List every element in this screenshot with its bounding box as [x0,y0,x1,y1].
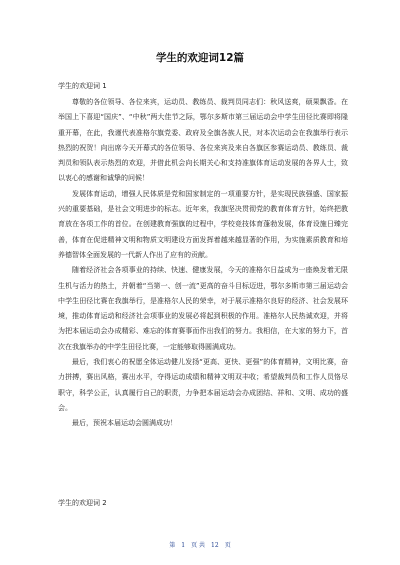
footer-prefix: 第 [169,542,176,549]
paragraph: 发展体育运动，增强人民体质是党和国家制定的一项重要方针，是实现民族强盛、国家振兴的重要基础，是社会文明进步的标志。近年来，我旗坚决贯彻党的教育体育方针，始终把教育放在各项工作的首位。在创建教育强旗的过程中，学校竞技体育蓬勃发展，体育设施日臻完善，体育在促进精神文明和物质文明建设方面发挥着越来越显著的作用，为实施素质教育和培养德智体全面发展的一代新人作出了应有的贡献。 [58,189,348,259]
document-title: 学生的欢迎词12篇 [155,52,245,64]
section-heading-2: 学生的欢迎词 2 [58,499,107,507]
footer-total-pages: 12 [211,542,219,549]
footer-page-number: 1 [181,542,186,549]
page-footer [0,540,400,549]
paragraph: 尊敬的各位领导、各位来宾，运动员、教练员、裁判员同志们：秋风送爽，硕果飘香。在举国上下喜迎“国庆”、“中秋”两大佳节之际，鄂尔多斯市第三届运动会中学生田径比赛即将隆重开幕，在此，我谨代表准格尔旗党委、政府及全旗各族人民，对本次运动会在我旗举行表示热烈的祝贺！向出席今天开幕式的各位领导、各位来宾及来自各旗区参赛运动员、教练员、裁判员和领队表示热烈的欢迎，并借此机会向长期关心和支持准旗体育运动发展的各界人士，致以衷心的感谢和诚挚的问候！ [58,98,348,183]
document-body [58,95,348,432]
paragraph: 最后，我们衷心的祝愿全体运动健儿发扬“更高、更快、更强”的体育精神，文明比赛，奋力拼搏，赛出风格，赛出水平，夺得运动成绩和精神文明双丰收；希望裁判员和工作人员恪尽职守，科学公正，认真履行自己的职责，力争把本届运动会办成团结、祥和、文明、成功的盛会。 [58,358,348,412]
section-heading-1: 学生的欢迎词 1 [58,82,107,90]
paragraph: 随着经济社会各项事业的持续、快速、健康发展，今天的准格尔日益成为一座焕发着无限生机与活力的热土，并朝着“当第一、创一流”更高的奋斗目标迈进，鄂尔多斯市第三届运动会中学生田径比赛在我旗举行，是准格尔人民的荣幸，对于展示准格尔良好的经济、社会发展环境，推动体育运动和经济社会项事业的发展必将起到积极的作用。准格尔人民热诚欢迎，并将为把本届运动会办成精彩、难忘的体育赛事而作出我们的努力。我相信，在大家的努力下，首次在我旗举办的中学生田径比赛，一定能够取得圆满成功。 [58,266,348,351]
paragraph: 最后，预祝本届运动会圆满成功！ [72,419,177,428]
footer-suffix: 页 [224,542,231,549]
footer-middle: 页 共 [191,542,206,549]
